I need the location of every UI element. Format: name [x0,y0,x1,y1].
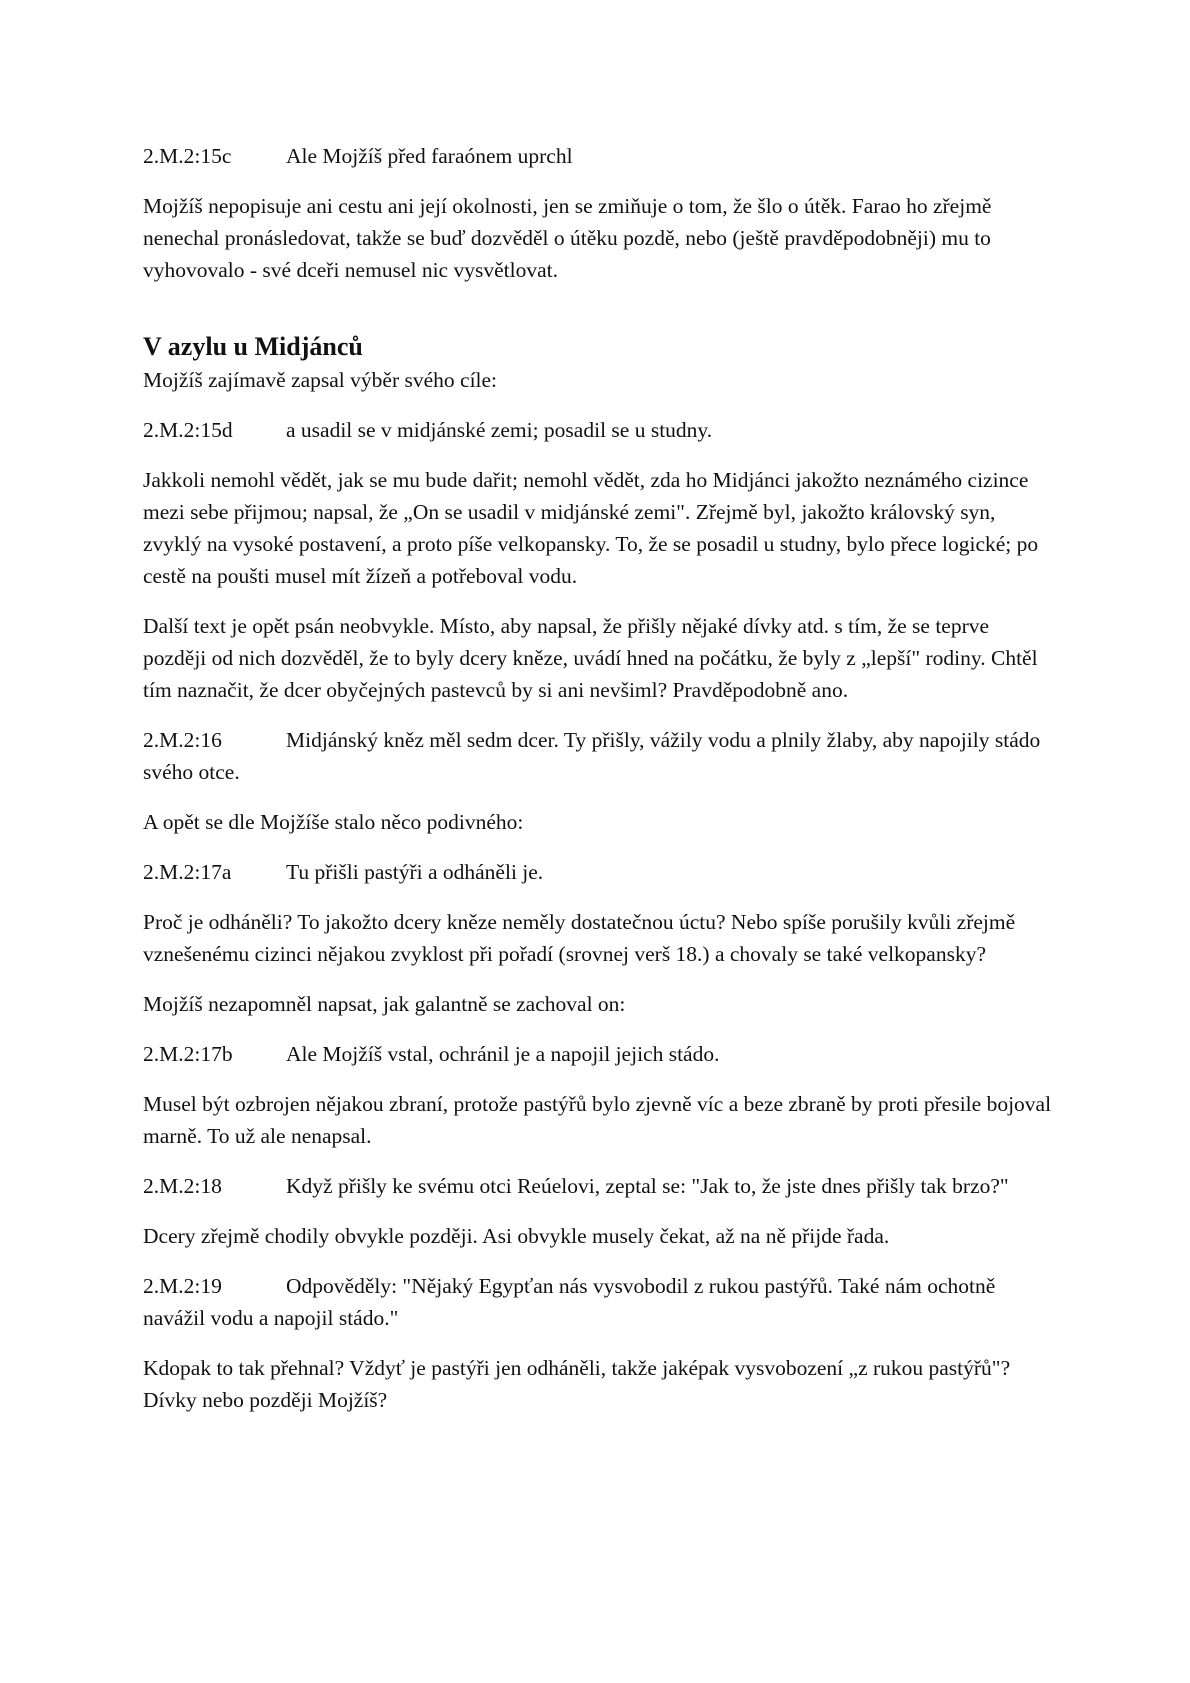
verse-reference: 2.M.2:18 [143,1174,222,1198]
verse-reference: 2.M.2:19 [143,1274,222,1298]
verse-18 [143,1170,1055,1202]
verse-15c [143,140,1055,172]
verse-reference: 2.M.2:17b [143,1042,233,1066]
commentary-paragraph: A opět se dle Mojžíše stalo něco podivného: [143,810,524,834]
verse-15d [143,414,1055,446]
verse-text: a usadil se v midjánské zemi; posadil se u studny. [286,418,713,442]
commentary-paragraph: Musel být ozbrojen nějakou zbraní, protože pastýřů bylo zjevně víc a beze zbraně by proti přesile bojoval marně. To už ale nenapsal. [143,1092,1052,1148]
verse-17a [143,856,1055,888]
section-heading: V azylu u Midjánců [143,332,363,361]
verse-text: Ale Mojžíš vstal, ochránil je a napojil jejich stádo. [286,1042,720,1066]
verse-text: Tu přišli pastýři a odháněli je. [286,860,544,884]
verse-reference: 2.M.2:15d [143,418,233,442]
commentary-paragraph: Dcery zřejmě chodily obvykle později. Asi obvykle musely čekat, až na ně přijde řada. [143,1224,890,1248]
commentary-paragraph: Jakkoli nemohl vědět, jak se mu bude dařit; nemohl vědět, zda ho Midjánci jakožto neznámého cizince mezi sebe přijmou; napsal, že „On se usadil v midjánské zemi". Zřejmě byl, jakožto královský syn, zvyklý na vysoké postavení, a proto píše velkopansky. To, že se posadil u studny, bylo přece logické; po cestě na poušti musel mít žízeň a potřeboval vodu. [143,468,1039,588]
commentary-paragraph: Další text je opět psán neobvykle. Místo, aby napsal, že přišly nějaké dívky atd. s tím, že se teprve později od nich dozvěděl, že to byly dcery kněze, uvádí hned na počátku, že byly z „lepší" rodiny. Chtěl tím naznačit, že dcer obyčejných pastevců by si ani nevšiml? Pravděpodobně ano. [143,614,1038,702]
verse-text: Odpověděly: "Nějaký Egypťan nás vysvobodil z rukou pastýřů. Také nám ochotně navážil vodu a napojil stádo." [143,1274,996,1330]
commentary-paragraph: Mojžíš nepopisuje ani cestu ani její okolnosti, jen se zmiňuje o tom, že šlo o útěk. Farao ho zřejmě nenechal pronásledovat, takže se buď dozvěděl o útěku pozdě, nebo (ještě pravděpodobněji) mu to vyhovovalo - své dceři nemusel nic vysvětlovat. [143,194,992,282]
document-body [143,140,1055,1434]
verse-19 [143,1270,1055,1334]
verse-17b [143,1038,1055,1070]
verse-text: Ale Mojžíš před faraónem uprchl [286,144,573,168]
commentary-paragraph: Proč je odháněli? To jakožto dcery kněze neměly dostatečnou úctu? Nebo spíše porušily kvůli zřejmě vznešenému cizinci nějakou zvyklost při pořadí (srovnej verš 18.) a chovaly se také velkopansky? [143,910,1016,966]
verse-text: Když přišly ke svému otci Reúelovi, zeptal se: "Jak to, že jste dnes přišly tak brzo?" [286,1174,1009,1198]
verse-16 [143,724,1055,788]
verse-reference: 2.M.2:16 [143,728,222,752]
verse-text: Midjánský kněz měl sedm dcer. Ty přišly, vážily vodu a plnily žlaby, aby napojily stádo svého otce. [143,728,1041,784]
verse-reference: 2.M.2:17a [143,860,232,884]
commentary-paragraph: Mojžíš zajímavě zapsal výběr svého cíle: [143,368,498,392]
commentary-paragraph: Kdopak to tak přehnal? Vždyť je pastýři jen odháněli, takže jaképak vysvobození „z rukou pastýřů"? Dívky nebo později Mojžíš? [143,1356,1011,1412]
verse-reference: 2.M.2:15c [143,144,232,168]
commentary-paragraph: Mojžíš nezapomněl napsat, jak galantně se zachoval on: [143,992,626,1016]
